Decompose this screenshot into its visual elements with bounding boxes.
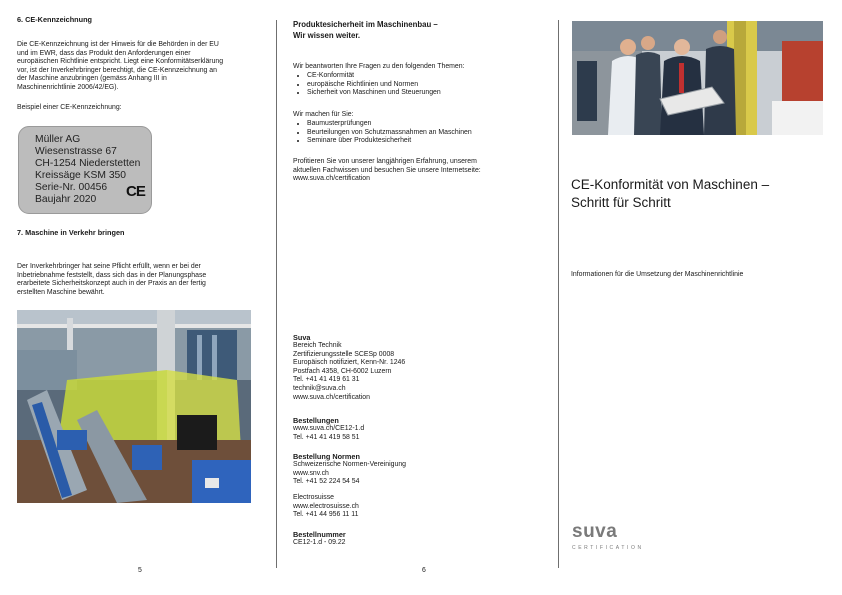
section-6-text: [17, 41, 267, 93]
suva-logo-text: suva: [572, 521, 618, 542]
text-line: Tel. +41 44 956 11 11: [293, 511, 359, 519]
list-item: • europäische Richtlinien und Normen: [307, 81, 441, 90]
order-number-heading: Bestellnummer: [293, 530, 346, 539]
page-number: 6: [422, 567, 426, 574]
title-line: Schritt für Schritt: [571, 195, 671, 210]
list-item: • Sicherheit von Maschinen und Steuerungen: [307, 89, 441, 98]
website-link[interactable]: www.electrosuisse.ch: [293, 502, 359, 510]
text-line: Tel. +41 41 419 61 31: [293, 376, 360, 384]
suva-contact: [293, 333, 405, 402]
plate-line: Serie-Nr. 00456: [35, 182, 108, 193]
list-item: • Baumusterprüfungen: [307, 120, 472, 129]
example-label: Beispiel einer CE-Kennzeichnung:: [17, 104, 122, 111]
text-line: aktuellen Fachwissen und besuchen Sie unsere Internetseite:: [293, 166, 481, 174]
norms-block: [293, 452, 406, 487]
text-line: der Maschine anzubringen (gemäss Anhang III in: [17, 75, 167, 83]
page-number: 5: [138, 567, 142, 574]
text-line: Tel. +41 52 224 54 54: [293, 478, 360, 486]
ce-type-plate: [18, 126, 152, 214]
suva-logo-subtext: CERTIFICATION: [572, 545, 644, 551]
list-item: • Seminare über Produktesicherheit: [307, 137, 472, 146]
text-line: europäischen Richtlinie entspricht. Liegt eine Konformitätserklärung: [17, 58, 224, 66]
orders-heading: Bestellungen: [293, 416, 339, 425]
topics-intro: Wir beantworten Ihre Fragen zu den folgenden Themen:: [293, 63, 465, 70]
left-page: [0, 0, 275, 595]
plate-line: Wiesenstrasse 67: [35, 146, 117, 157]
cover-page: [559, 0, 842, 595]
section-7-text: [17, 263, 267, 297]
order-number-block: [293, 530, 346, 548]
plate-line: Baujahr 2020: [35, 194, 97, 205]
suva-heading: Suva: [293, 333, 311, 342]
section-6-title: 6. CE-Kennzeichnung: [17, 15, 92, 24]
list-item: • Beurteilungen von Schutzmassnahmen an Maschinen: [307, 129, 472, 138]
text-line: Tel. +41 41 419 58 51: [293, 433, 360, 441]
text-line: Der Inverkehrbringer hat seine Pflicht erfüllt, wenn er bei der: [17, 263, 201, 270]
text-line: Schweizerische Normen-Vereinigung: [293, 461, 406, 468]
title-line: Produktesicherheit im Maschinenbau –: [293, 20, 438, 29]
services-list: [293, 120, 472, 146]
website-link[interactable]: www.suva.ch/certification: [293, 393, 370, 401]
profit-text: [293, 158, 481, 184]
norms-heading: Bestellung Normen: [293, 452, 360, 461]
text-line: Bereich Technik: [293, 342, 342, 349]
website-link[interactable]: www.snv.ch: [293, 469, 329, 477]
suva-logo: [572, 522, 644, 551]
text-line: vor, ist der Inverkehrbringer berechtigt, die CE-Kennzeichnung an: [17, 66, 217, 74]
text-line: erstellten Maschine bewährt.: [17, 288, 105, 296]
plate-line: CH-1254 Niederstetten: [35, 158, 141, 169]
text-line: Profitieren Sie von unserer langjährigen Erfahrung, unserem: [293, 158, 477, 165]
orders-block: [293, 416, 364, 442]
text-line: Zertifizierungsstelle SCESp 0008: [293, 350, 395, 358]
text-line: Europäisch notifiziert, Kenn-Nr. 1246: [293, 359, 406, 367]
middle-title: [293, 20, 438, 41]
text-line: Inbetriebnahme feststellt, dass sich das in der Planungsphase: [17, 271, 207, 279]
engineers-photo: [572, 21, 823, 135]
services-intro: Wir machen für Sie:: [293, 111, 354, 118]
factory-hall-photo: [17, 310, 251, 503]
section-7-title: 7. Maschine in Verkehr bringen: [17, 228, 125, 237]
cover-subtitle: Informationen für die Umsetzung der Maschinenrichtlinie: [571, 271, 744, 278]
text-line: erarbeitete Sicherheitskonzept auch in der Praxis an der fertig: [17, 280, 206, 288]
plate-line: Kreissäge KSM 350: [35, 170, 127, 181]
website-link[interactable]: www.suva.ch/certification: [293, 175, 370, 183]
title-line: Wir wissen weiter.: [293, 30, 361, 40]
text-line: Postfach 4358, CH-6002 Luzern: [293, 367, 392, 375]
ce-mark-icon: CE: [126, 183, 145, 200]
cover-title: [571, 176, 836, 212]
list-item: • CE-Konformität: [307, 72, 441, 81]
email-link[interactable]: technik@suva.ch: [293, 384, 346, 392]
title-line: CE-Konformität von Maschinen –: [571, 177, 770, 192]
plate-line: Müller AG: [35, 134, 81, 145]
topics-list: [293, 72, 441, 98]
text-line: Maschinenrichtlinie 2006/42/EG).: [17, 83, 119, 91]
text-line: Electrosuisse: [293, 494, 334, 501]
electrosuisse-block: [293, 494, 359, 520]
order-number: CE12-1.d - 09.22: [293, 539, 346, 546]
website-link[interactable]: www.suva.ch/CE12-1.d: [293, 425, 365, 432]
text-line: Die CE-Kennzeichnung ist der Hinweis für die Behörden in der EU: [17, 41, 219, 48]
middle-page: [277, 0, 558, 595]
text-line: und im EWR, dass das Produkt den Anforderungen einer: [17, 49, 191, 57]
